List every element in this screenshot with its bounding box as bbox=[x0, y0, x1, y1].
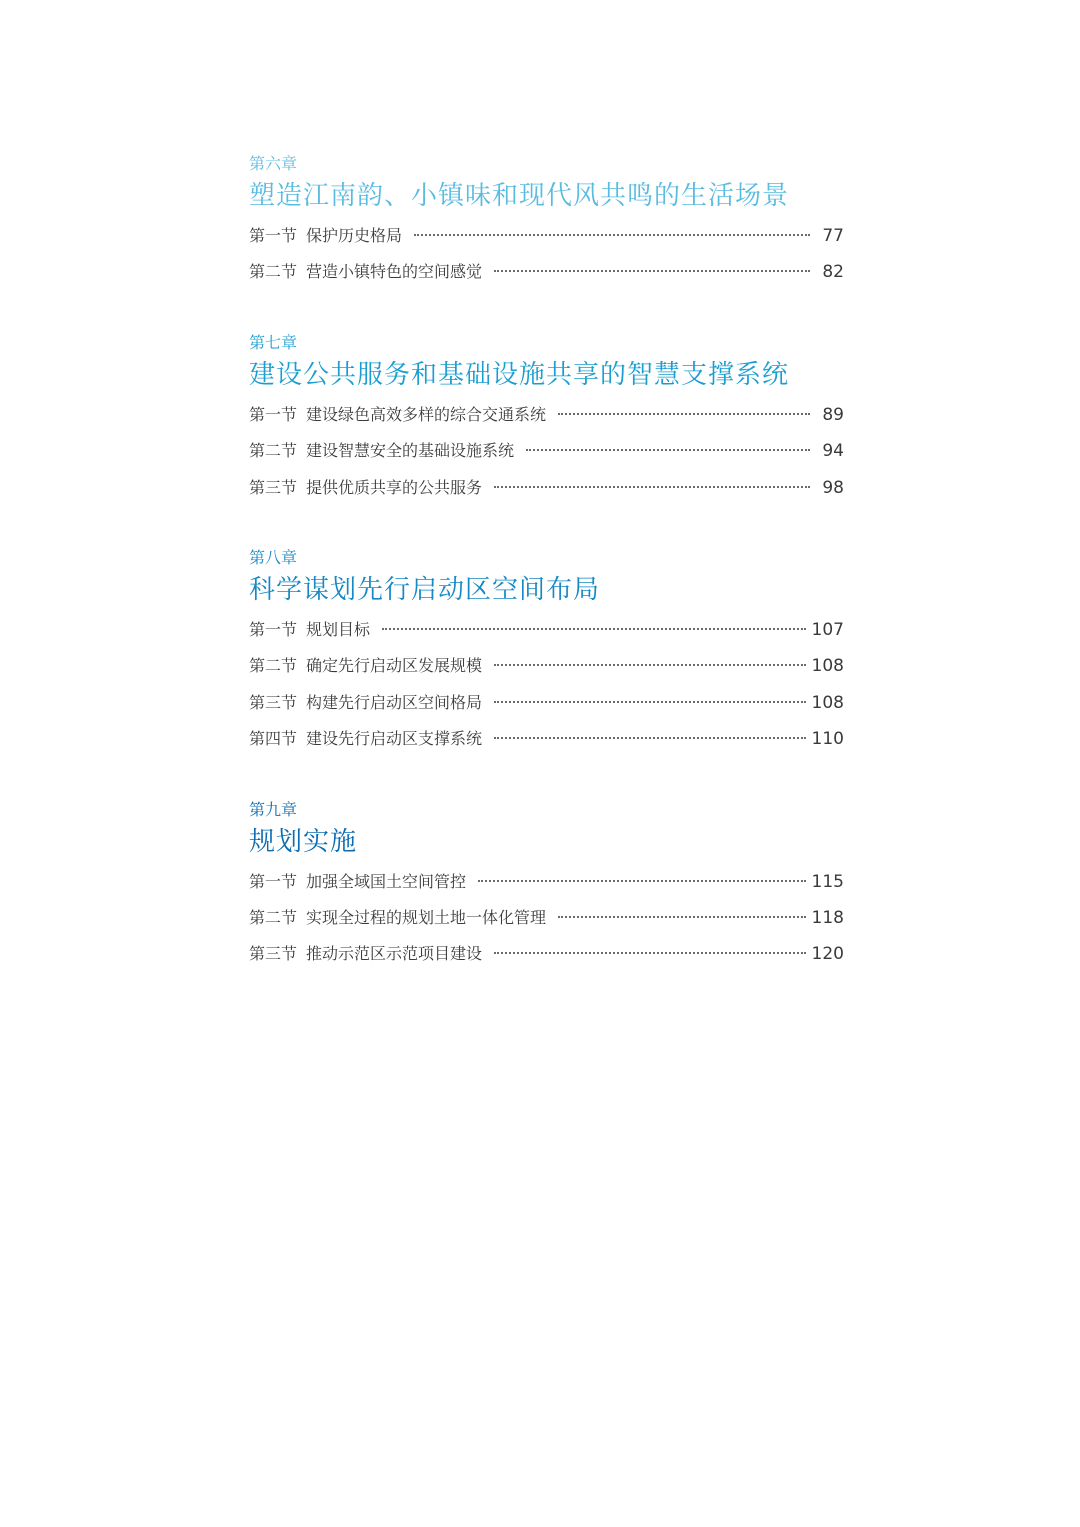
section-number: 第一节 bbox=[249, 619, 298, 639]
dot-leader bbox=[494, 664, 806, 666]
chapter-title: 建设公共服务和基础设施共享的智慧支撑系统 bbox=[249, 359, 790, 390]
toc-entry[interactable] bbox=[249, 618, 844, 654]
dot-leader bbox=[526, 449, 810, 451]
section-title: 建设先行启动区支撑系统 bbox=[306, 729, 483, 749]
chapter-title: 规划实施 bbox=[249, 826, 358, 857]
page-number: 77 bbox=[822, 226, 844, 246]
page-number: 82 bbox=[822, 262, 844, 283]
chapter-8 bbox=[249, 546, 844, 764]
section-number: 第三节 bbox=[249, 692, 298, 712]
page-number: 118 bbox=[811, 907, 844, 928]
page-number: 110 bbox=[811, 729, 844, 750]
page-number: 94 bbox=[822, 441, 844, 462]
page-number: 108 bbox=[811, 692, 844, 713]
section-title: 保护历史格局 bbox=[306, 226, 403, 245]
chapter-label: 第八章 bbox=[249, 547, 298, 567]
chapter-7 bbox=[249, 331, 844, 512]
toc-entry[interactable] bbox=[249, 224, 844, 260]
section-title: 加强全域国土空间管控 bbox=[306, 871, 467, 891]
page-number: 89 bbox=[822, 404, 844, 425]
toc-entry[interactable] bbox=[249, 727, 844, 763]
section-title: 规划目标 bbox=[306, 619, 371, 639]
section-title: 建设智慧安全的基础设施系统 bbox=[306, 441, 515, 461]
table-of-contents bbox=[249, 152, 844, 1013]
dot-leader bbox=[558, 413, 810, 415]
dot-leader bbox=[494, 486, 810, 488]
toc-entry[interactable] bbox=[249, 260, 844, 296]
chapter-6 bbox=[249, 152, 844, 297]
section-title: 确定先行启动区发展规模 bbox=[306, 656, 483, 676]
dot-leader bbox=[382, 628, 806, 630]
chapter-title: 塑造江南韵、小镇味和现代风共鸣的生活场景 bbox=[249, 181, 790, 211]
dot-leader bbox=[494, 701, 806, 703]
section-number: 第一节 bbox=[249, 871, 298, 891]
dot-leader bbox=[478, 880, 806, 882]
page-number: 108 bbox=[811, 656, 844, 677]
section-number: 第四节 bbox=[249, 729, 298, 749]
toc-entry[interactable] bbox=[249, 476, 844, 512]
section-title: 营造小镇特色的空间感觉 bbox=[306, 262, 483, 282]
toc-entry[interactable] bbox=[249, 942, 844, 978]
chapter-label: 第六章 bbox=[249, 154, 298, 173]
section-number: 第三节 bbox=[249, 944, 298, 964]
section-number: 第二节 bbox=[249, 262, 298, 282]
toc-entry[interactable] bbox=[249, 439, 844, 475]
section-title: 建设绿色高效多样的综合交通系统 bbox=[306, 404, 547, 424]
dot-leader bbox=[494, 737, 806, 739]
section-number: 第二节 bbox=[249, 907, 298, 927]
section-number: 第二节 bbox=[249, 656, 298, 676]
page-number: 98 bbox=[822, 477, 844, 498]
chapter-label: 第九章 bbox=[249, 799, 298, 819]
toc-entry[interactable] bbox=[249, 906, 844, 942]
dot-leader bbox=[494, 952, 806, 954]
chapter-title: 科学谋划先行启动区空间布局 bbox=[249, 574, 601, 605]
toc-entry[interactable] bbox=[249, 654, 844, 690]
section-number: 第三节 bbox=[249, 477, 298, 497]
section-title: 实现全过程的规划土地一体化管理 bbox=[306, 907, 547, 927]
page-number: 107 bbox=[811, 619, 844, 640]
chapter-9 bbox=[249, 798, 844, 979]
section-title: 构建先行启动区空间格局 bbox=[306, 692, 483, 712]
toc-entry[interactable] bbox=[249, 403, 844, 439]
section-title: 提供优质共享的公共服务 bbox=[306, 477, 483, 497]
toc-entry[interactable] bbox=[249, 870, 844, 906]
section-number: 第一节 bbox=[249, 226, 298, 245]
page-number: 115 bbox=[811, 871, 844, 892]
dot-leader bbox=[494, 270, 810, 272]
chapter-label: 第七章 bbox=[249, 332, 298, 352]
section-number: 第一节 bbox=[249, 404, 298, 424]
page-number: 120 bbox=[811, 944, 844, 965]
toc-entry[interactable] bbox=[249, 691, 844, 727]
dot-leader bbox=[414, 234, 810, 236]
dot-leader bbox=[558, 916, 806, 918]
section-title: 推动示范区示范项目建设 bbox=[306, 944, 483, 964]
section-number: 第二节 bbox=[249, 441, 298, 461]
